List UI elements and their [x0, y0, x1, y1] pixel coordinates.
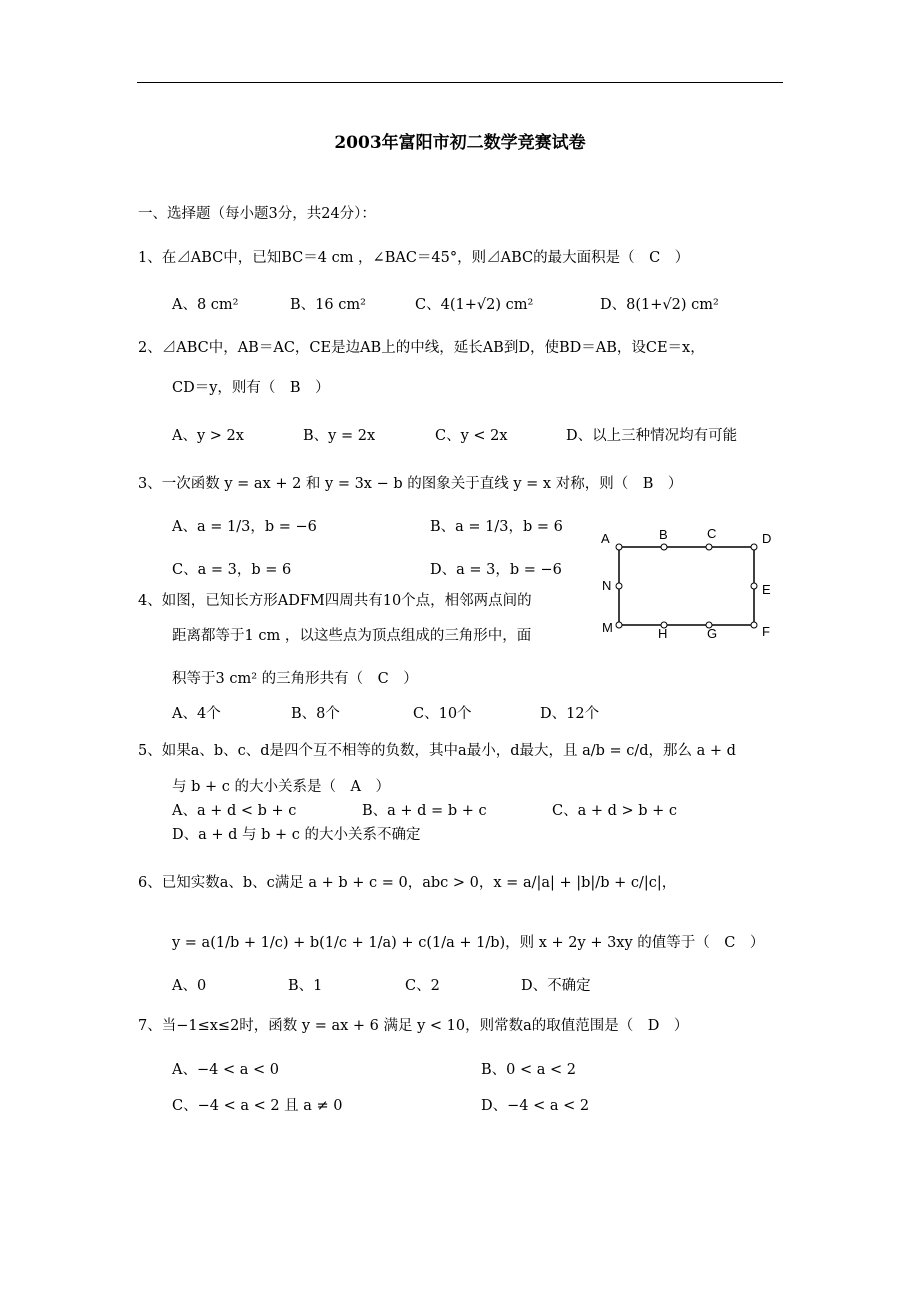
question-1-stem: 1、在⊿ABC中，已知BC＝4 cm ，∠BAC＝45°，则⊿ABC的最大面积是（ C ）: [138, 250, 690, 266]
q7-option-d: D、−4 < a < 2: [481, 1098, 590, 1114]
page-title: 2003年富阳市初二数学竞赛试卷: [334, 133, 586, 153]
q2-option-c: C、y < 2x: [435, 428, 508, 444]
q7-option-c: C、−4 < a < 2 且 a ≠ 0: [172, 1098, 343, 1114]
q6-option-a: A、0: [172, 978, 207, 994]
point-m: [616, 622, 622, 628]
question-6-stem-line1: 6、已知实数a、b、c满足 a + b + c = 0，abc > 0，x = a/|a| + |b|/b + c/|c|，: [138, 875, 677, 891]
q4-option-a: A、4个: [172, 706, 221, 722]
question-3-stem: 3、一次函数 y = ax + 2 和 y = 3x − b 的图象关于直线 y = x 对称，则（ B ）: [138, 476, 683, 492]
question-4-stem-line3: 积等于3 cm² 的三角形共有（ C ）: [172, 671, 418, 687]
point-f: [751, 622, 757, 628]
q3-option-d: D、a = 3，b = −6: [430, 562, 562, 578]
point-c: [706, 544, 712, 550]
label-g: G: [707, 626, 718, 641]
q4-option-c: C、10个: [413, 706, 472, 722]
q5-option-c: C、a + d > b + c: [552, 803, 678, 819]
question-6-stem-line2: y = a(1/b + 1/c) + b(1/c + 1/a) + c(1/a + 1/b)，则 x + 2y + 3xy 的值等于（ C ）: [172, 935, 765, 951]
question-5-stem-line2: 与 b + c 的大小关系是（ A ）: [172, 779, 390, 795]
q1-option-b: B、16 cm²: [290, 297, 366, 313]
label-c: C: [707, 526, 717, 541]
q6-option-b: B、1: [288, 978, 323, 994]
q3-option-b: B、a = 1/3，b = 6: [430, 519, 563, 535]
header-rule: [137, 82, 783, 83]
label-d: D: [762, 531, 772, 546]
section-heading: 一、选择题（每小题3分，共24分）：: [138, 206, 376, 222]
point-b: [661, 544, 667, 550]
label-b: B: [659, 527, 668, 542]
q2-option-b: B、y = 2x: [303, 428, 376, 444]
question-2-stem-line1: 2、⊿ABC中，AB＝AC，CE是边AB上的中线，延长AB到D，使BD＝AB，设CE＝x，: [138, 340, 705, 356]
q6-option-c: C、2: [405, 978, 440, 994]
point-a: [616, 544, 622, 550]
q1-option-c: C、4(1+√2) cm²: [415, 297, 534, 313]
rectangle-figure: [596, 526, 776, 641]
q5-option-d: D、a + d 与 b + c 的大小关系不确定: [172, 827, 421, 843]
q5-option-b: B、a + d = b + c: [362, 803, 487, 819]
point-d: [751, 544, 757, 550]
q7-option-a: A、−4 < a < 0: [172, 1062, 279, 1078]
q1-option-d: D、8(1+√2) cm²: [600, 297, 719, 313]
q5-option-a: A、a + d < b + c: [172, 803, 297, 819]
q4-option-d: D、12个: [540, 706, 600, 722]
rectangle-adfm: [619, 547, 754, 625]
point-n: [616, 583, 622, 589]
question-2-stem-line2: CD＝y，则有（ B ）: [172, 380, 330, 396]
label-n: N: [602, 578, 612, 593]
q1-option-a: A、8 cm²: [172, 297, 239, 313]
q3-option-a: A、a = 1/3，b = −6: [172, 519, 317, 535]
label-e: E: [762, 582, 771, 597]
q2-option-a: A、y > 2x: [172, 428, 244, 444]
label-m: M: [602, 620, 613, 635]
q6-option-d: D、不确定: [521, 978, 591, 994]
question-7-stem: 7、当−1≤x≤2时，函数 y = ax + 6 满足 y < 10，则常数a的取值范围是（ D ）: [138, 1018, 689, 1034]
question-4-stem-line2: 距离都等于1 cm ，以这些点为顶点组成的三角形中，面: [172, 628, 532, 644]
label-a: A: [601, 531, 610, 546]
label-h: H: [658, 626, 668, 641]
q2-option-d: D、以上三种情况均有可能: [566, 428, 738, 444]
question-5-stem-line1: 5、如果a、b、c、d是四个互不相等的负数，其中a最小，d最大，且 a/b = c/d，那么 a + d: [138, 743, 736, 759]
q7-option-b: B、0 < a < 2: [481, 1062, 576, 1078]
label-f: F: [762, 624, 770, 639]
question-4-stem-line1: 4、如图，已知长方形ADFM四周共有10个点，相邻两点间的: [138, 593, 532, 609]
q3-option-c: C、a = 3，b = 6: [172, 562, 292, 578]
point-e: [751, 583, 757, 589]
q4-option-b: B、8个: [291, 706, 340, 722]
